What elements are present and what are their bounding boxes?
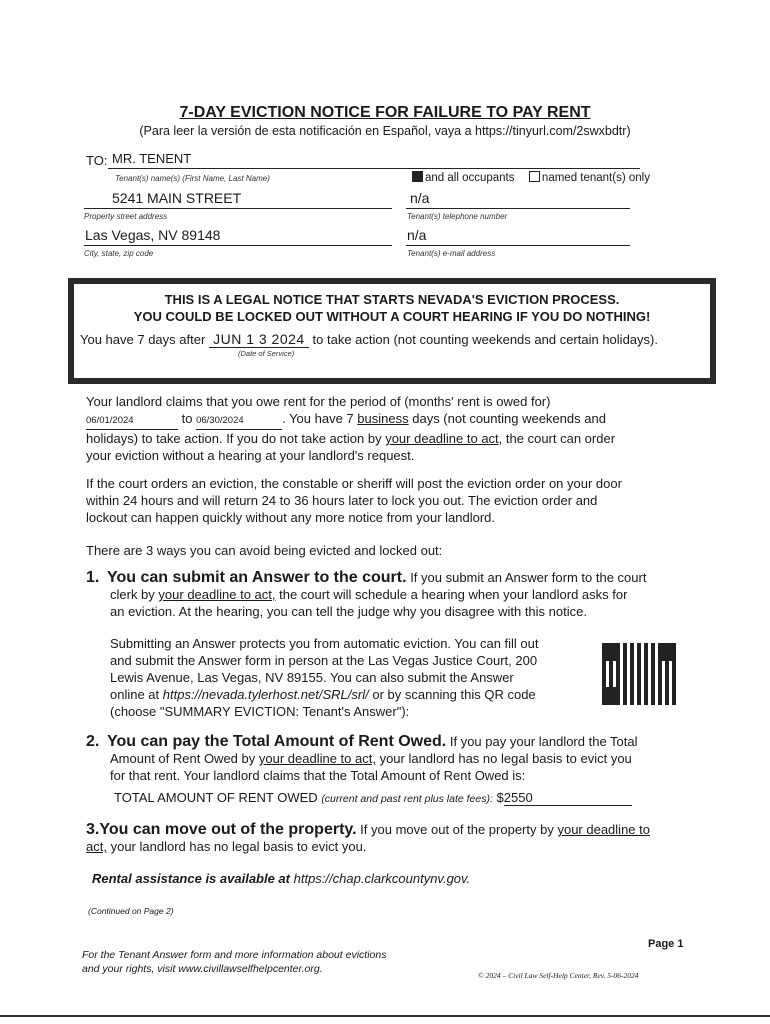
email-value: n/a (407, 227, 427, 243)
spanish-version-note: (Para leer la versión de esta notificación en Español, vaya a https://tinyurl.com/2swxbdtr) (139, 124, 631, 138)
tenant-name-caption: Tenant(s) name(s) (First Name, Last Name) (115, 174, 270, 183)
option-1: 1. You can submit an Answer to the court. If you submit an Answer form to the court clerk by your deadline to act, the court will schedule a hearing when your landlord asks for an eviction. At the hearing, you can tell the judge why you disagree with this notice. (86, 569, 647, 619)
phone-line (406, 208, 630, 209)
phone-caption: Tenant(s) telephone number (407, 212, 508, 221)
option-2-heading: You can pay the Total Amount of Rent Owed. (106, 733, 447, 750)
total-rent-owed-line: TOTAL AMOUNT OF RENT OWED (current and past rent plus late fees): $2550 (114, 790, 632, 806)
option-3-heading: 3.You can move out of the property. (86, 821, 357, 838)
city-caption: City, state, zip code (84, 249, 154, 258)
three-ways-intro: There are 3 ways you can avoid being evicted and locked out: (86, 543, 443, 558)
email-line (406, 245, 630, 246)
street-caption: Property street address (84, 212, 168, 221)
days-to-act-line: You have 7 days after JUN 1 3 2024 to take action (not counting weekends and certain holidays). (80, 331, 658, 347)
tenant-name-line (108, 168, 640, 169)
occupants-option: and all occupants named tenant(s) only (412, 171, 650, 184)
efile-link[interactable]: https://nevada.tylerhost.net/SRL/srl/ (162, 687, 369, 702)
legal-notice-box (68, 278, 716, 384)
notice-line-2: YOU COULD BE LOCKED OUT WITHOUT A COURT HEARING IF YOU DO NOTHING! (133, 309, 651, 324)
city-line (84, 245, 392, 246)
option-2: 2. You can pay the Total Amount of Rent Owed. If you pay your landlord the Total Amount of Rent Owed by your deadline to act, your landlord has no legal basis to evict you for that rent. Your landlord claims that the Total Amount of Rent Owed is: (86, 733, 638, 783)
street-line (84, 208, 392, 209)
rent-claim-paragraph: Your landlord claims that you owe rent for the period of (months' rent is owed for) 06/01/2024 to 06/30/2024 . You have 7 business days (not counting weekends and holidays) to take action. If you do not take action by your deadline to act, the court can order your eviction without a hearing at your landlord's request. (86, 394, 616, 463)
phone-value: n/a (410, 190, 430, 206)
total-rent-value: 2550 (504, 790, 632, 806)
period-from-value: 06/01/2024 (86, 412, 178, 430)
copyright-note: © 2024 – Civil Law Self-Help Center, Rev. 5-06-2024 (478, 971, 639, 980)
street-value: 5241 MAIN STREET (112, 190, 242, 206)
qr-code-icon[interactable] (602, 643, 676, 705)
court-order-paragraph: If the court orders an eviction, the constable or sheriff will post the eviction order on your door within 24 hours and will return 24 to 36 hours later to lock you out. The eviction order and lockout can happen quickly without any more notice from your landlord. (86, 476, 622, 525)
answer-instructions: Submitting an Answer protects you from automatic eviction. You can fill out and submit the Answer form in person at the Las Vegas Justice Court, 200 Lewis Avenue, Las Vegas, NV 89155. You can also submit the Answer online at https://nevada.tylerhost.net/SRL/srl/ or by scanning this QR code (choose "SUMMARY EVICTION: Tenant's Answer"): (110, 636, 539, 719)
assistance-link[interactable]: https://chap.clarkcountynv.gov. (293, 871, 471, 886)
notice-line-1: THIS IS A LEGAL NOTICE THAT STARTS NEVADA'S EVICTION PROCESS. (164, 292, 620, 307)
to-label: TO: (86, 153, 108, 168)
option-1-heading: You can submit an Answer to the court. (106, 569, 407, 586)
occupants-checkbox[interactable] (412, 171, 423, 182)
service-date-value: JUN 1 3 2024 (209, 331, 309, 348)
period-to-value: 06/30/2024 (196, 412, 282, 430)
tenant-name-value: MR. TENENT (112, 151, 192, 166)
footer-info: For the Tenant Answer form and more information about evictions and your rights, visit www.civillawselfhelpcenter.org. (82, 949, 387, 975)
notice-title: 7-DAY EVICTION NOTICE FOR FAILURE TO PAY RENT (179, 104, 591, 121)
city-value: Las Vegas, NV 89148 (85, 227, 221, 243)
page-number: Page 1 (648, 938, 684, 950)
date-of-service-caption: (Date of Service) (238, 349, 295, 358)
email-caption: Tenant(s) e-mail address (407, 249, 496, 258)
named-only-checkbox[interactable] (529, 171, 540, 182)
option-3: 3.You can move out of the property. If you move out of the property by your deadline to act, your landlord has no legal basis to evict you. (86, 821, 650, 854)
page-bottom-rule (0, 1015, 770, 1017)
continued-note: (Continued on Page 2) (88, 906, 174, 916)
rental-assistance-line: Rental assistance is available at https://chap.clarkcountynv.gov. (92, 871, 471, 886)
